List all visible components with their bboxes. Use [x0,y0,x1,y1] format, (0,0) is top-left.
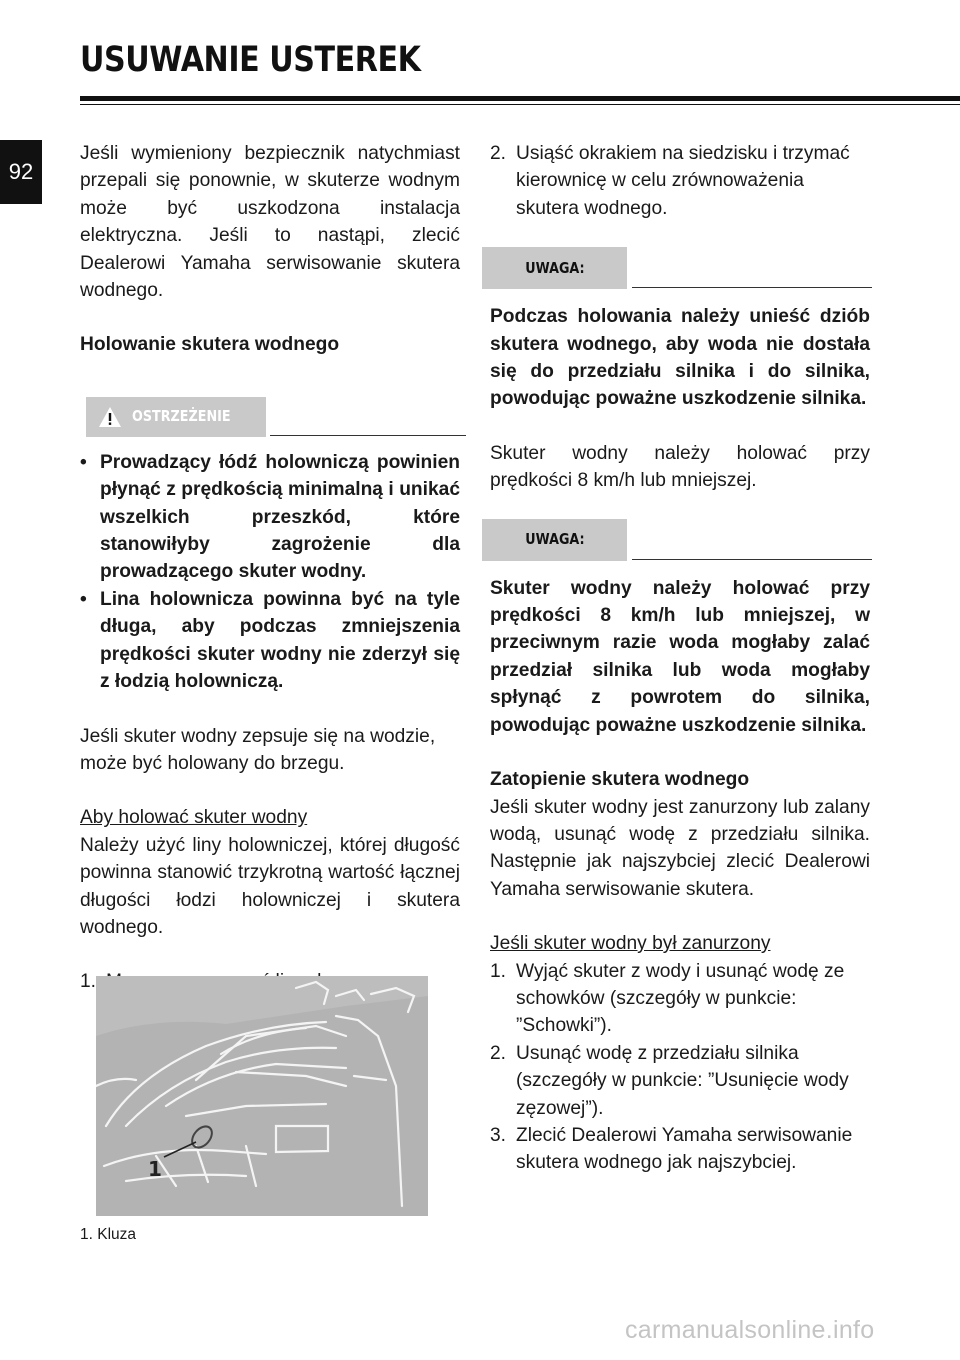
note-header [490,247,870,303]
step-number: 1. [490,960,507,982]
note-text: Skuter wodny należy holować przy prędkości 8 km/h lub mniejszej, w przeciwnym razie woda mogłaby zalać przedział silnika lub woda mogłaby spłynąć z powrotem do silnika, powodując poważne uszkodzenie silnika. [490,577,870,736]
right-column [490,140,870,1177]
speed-paragraph: Skuter wodny należy holować przy prędkości 8 km/h lub mniejszej. [490,442,870,492]
broken-paragraph: Jeśli skuter wodny zepsuje się na wodzie, może być holowany do brzegu. [80,725,436,774]
warning-header [80,397,460,449]
header-rule [80,96,960,101]
note-text: Podczas holowania należy unieść dziób skutera wodnego, aby woda nie dostała się do przedziału silnika i do silnika, powodując poważne uszkodzenie silnika. [490,306,870,410]
note-box [482,247,627,289]
step-item [490,1040,870,1122]
page-number-tab [0,140,42,204]
step-item [490,140,870,222]
warning-triangle-icon [98,405,122,429]
warning-box [86,397,266,437]
warning-label: OSTRZEŻENIE [132,407,231,426]
warning-bullet-text: Prowadzący łódź holowniczą powinien płynąć z prędkością minimalną i unikać wszelkich przeszkód, które stanowiłyby zagrożenie dla prowadzącego skuter wodny. [100,451,460,583]
step-text: Wyjąć skuter z wody i usunąć wodę ze schowków (szczegóły w punkcie: ”Schowki”). [516,960,845,1037]
how-to-paragraph: Należy użyć liny holowniczej, której długość powinna stanowić trzykrotną wartość łącznej długości łodzi holowniczej i skutera wodnego. [80,834,460,938]
intro-paragraph: Jeśli wymieniony bezpiecznik natychmiast przepali się ponownie, w skuterze wodnym może być uszkodzona instalacja elektryczna. Jeśli to nastąpi, zlecić Dealerowi Yamaha serwisowanie skutera wodnego. [80,143,460,302]
submerged-heading: Jeśli skuter wodny był zanurzony [490,933,771,955]
step-item [490,1122,870,1177]
step-text: Usunąć wodę z przedziału silnika (szczegóły w punkcie: ”Usunięcie wody zęzowej”). [516,1042,849,1119]
step-number: 3. [490,1124,507,1146]
step-number: 2. [490,143,507,164]
warning-bullet: • Prowadzący łódź holowniczą powinien płynąć z prędkością minimalną i unikać wszelkich przeszkód, które stanowiłyby zagrożenie dla prowadzącego skuter wodny. [80,449,460,586]
note-rule [632,559,872,560]
note-header [490,519,870,575]
note-label: UWAGA: [524,258,585,277]
warning-bullet-text: Lina holownicza powinna być na tyle długa, aby podczas zmniejszenia prędkości skuter wodny nie zderzył się z łodzią holowniczą. [100,588,460,693]
figure-caption: 1. Kluza [80,1226,137,1243]
left-column [80,140,460,1051]
step-number: 2. [490,1042,507,1064]
page-title: USUWANIE USTEREK [80,40,421,80]
header-rule-thin [80,104,960,105]
warning-bullet: • Lina holownicza powinna być na tyle długa, aby podczas zmniejszenia prędkości skuter wodny nie zderzył się z łodzią holowniczą. [80,586,460,696]
figure-callout: 1 [148,1157,162,1181]
note-label: UWAGA: [524,529,585,548]
step-text: Zlecić Dealerowi Yamaha serwisowanie skutera wodnego jak najszybciej. [516,1124,853,1174]
note-box [482,519,627,561]
submerge-heading: Zatopienie skutera wodnego [490,769,750,791]
page-number: 92 [8,159,34,184]
warning-rule [270,435,466,436]
note-rule [632,287,872,288]
step-item [490,958,870,1040]
watermark[interactable]: carmanualsonline.info [625,1316,875,1344]
how-to-heading: Aby holować skuter wodny [80,807,308,829]
step-text: Usiąść okrakiem na siedzisku i trzymać kierownicę w celu zrównoważenia skutera wodnego. [516,143,850,219]
step-number: 1. [80,971,97,993]
submerge-paragraph: Jeśli skuter wodny jest zanurzony lub zalany wodą, usunąć wodę z przedziału silnika. Następnie jak najszybciej zlecić Dealerowi Yamaha serwisowanie skutera. [490,796,870,900]
towing-heading: Holowanie skutera wodnego [80,334,340,356]
watercraft-bow-illustration [96,976,428,1216]
